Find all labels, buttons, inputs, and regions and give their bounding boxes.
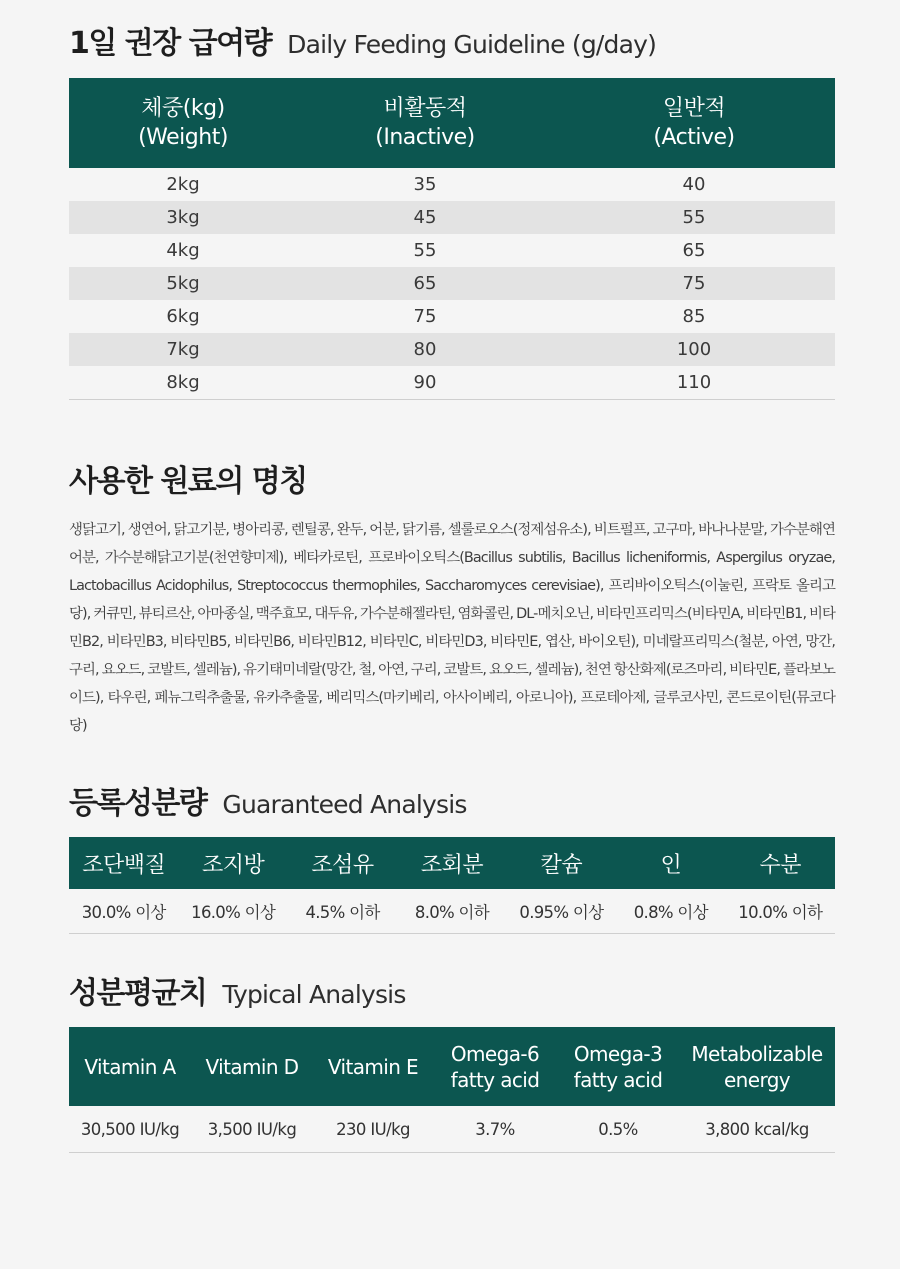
feeding-header-row	[69, 78, 835, 168]
inactive-cell: 35	[413, 174, 437, 195]
header-line: Omega-6	[450, 1041, 540, 1066]
inactive-cell: 80	[297, 333, 553, 366]
ingredients-title	[69, 456, 307, 500]
header-line: Omega-3	[573, 1041, 663, 1066]
table-row	[69, 366, 835, 400]
header-line: Vitamin E	[327, 1054, 419, 1079]
header-crude-fat: 조지방	[202, 852, 265, 878]
table-row	[69, 300, 835, 333]
table-row	[69, 889, 835, 934]
header-omega-3	[557, 1027, 679, 1106]
typical-title	[69, 968, 406, 1012]
header-line: Vitamin A	[84, 1054, 176, 1079]
value-cell: 16.0% 이상	[178, 889, 287, 934]
inactive-cell: 90	[297, 366, 553, 400]
table-row	[69, 168, 835, 201]
ingredients-text: 생닭고기, 생연어, 닭고기분, 병아리콩, 렌틸콩, 완두, 어분, 닭기름, 셀룰로오스(정제섬유소), 비트펄프, 고구마, 바나나분말, 가수분해연어분, 가수분해닭고기분(천연향미제), 베타카로틴, 프로바이오틱스(Bacillus subtilis, Bacillus licheniformis, Aspergilus oryzae, Lactobacillus Acidophilus, Streptococcus thermophiles, Saccharomyces cerevisiae), 프리바이오틱스(이눌린, 프락토 올리고당), 커큐민, 뷰티르산, 아마종실, 맥주효모, 대두유, 가수분해젤라틴, 염화콜린, DL-메치오닌, 비타민프리믹스(비타민A, 비타민B1, 비타민B2, 비타민B3, 비타민B5, 비타민B6, 비타민B12, 비타민C, 비타민D3, 비타민E, 엽산, 바이오틴), 미네랄프리믹스(철분, 아연, 망간, 구리, 요오드, 코발트, 셀레늄), 유기태미네랄(망간, 철, 아연, 구리, 코발트, 요오드, 셀레늄), 천연 항산화제(로즈마리, 비타민E, 플라보노이드), 타우린, 페뉴그릭추출물, 유카추출물, 베리믹스(마키베리, 아사이베리, 아로니아), 프로테아제, 글루코사민, 콘드로이틴(뮤코다당)	[69, 522, 835, 734]
value-cell: 0.5%	[557, 1106, 679, 1153]
header-ko: 체중(kg)	[141, 96, 225, 121]
guaranteed-title	[69, 778, 467, 822]
active-cell: 85	[682, 306, 706, 327]
feeding-title	[69, 18, 656, 62]
value-cell: 30.0% 이상	[69, 889, 178, 934]
value-cell: 10.0% 이하	[726, 889, 835, 934]
active-cell: 40	[682, 174, 706, 195]
typical-header-row	[69, 1027, 835, 1106]
value-cell: 230 IU/kg	[313, 1106, 433, 1153]
typical-title-ko: 성분평균치	[69, 976, 207, 1011]
header-vitamin-e	[313, 1027, 433, 1106]
table-row	[69, 333, 835, 366]
active-cell: 55	[553, 201, 835, 234]
feeding-title-en: Daily Feeding Guideline (g/day)	[287, 30, 657, 59]
table-row	[69, 1106, 835, 1153]
typical-table	[69, 1027, 835, 1153]
table-row	[69, 201, 835, 234]
header-ko: 일반적	[662, 96, 726, 121]
guaranteed-table	[69, 837, 835, 934]
value-cell: 0.95% 이상	[507, 889, 616, 934]
inactive-cell: 45	[297, 201, 553, 234]
inactive-cell: 75	[413, 306, 437, 327]
feeding-table	[69, 78, 835, 400]
guaranteed-header-row	[69, 837, 835, 889]
value-cell: 0.8% 이상	[616, 889, 725, 934]
ingredients-title-ko: 사용한 원료의 명칭	[69, 464, 307, 499]
header-crude-protein: 조단백질	[82, 852, 166, 878]
header-moisture: 수분	[759, 852, 802, 878]
header-calcium: 칼슘	[540, 852, 583, 878]
header-crude-ash: 조회분	[420, 852, 484, 878]
feeding-title-ko: 1일 권장 급여량	[69, 26, 272, 61]
active-cell: 110	[553, 366, 835, 400]
feeding-header-weight	[69, 78, 297, 168]
inactive-cell: 55	[413, 240, 437, 261]
header-omega-6	[433, 1027, 557, 1106]
active-cell: 75	[553, 267, 835, 300]
table-row	[69, 234, 835, 267]
header-line: Metabolizable	[691, 1041, 823, 1066]
header-crude-fiber: 조섬유	[311, 852, 374, 878]
value-cell: 3,800 kcal/kg	[679, 1106, 835, 1153]
weight-cell: 2kg	[166, 174, 200, 195]
header-en: (Weight)	[138, 125, 228, 150]
weight-cell: 3kg	[69, 201, 297, 234]
value-cell: 3.7%	[433, 1106, 557, 1153]
feeding-header-active	[553, 78, 835, 168]
header-en: (Inactive)	[375, 125, 475, 150]
weight-cell: 7kg	[69, 333, 297, 366]
weight-cell: 4kg	[166, 240, 200, 261]
weight-cell: 6kg	[166, 306, 200, 327]
table-row	[69, 267, 835, 300]
guaranteed-title-ko: 등록성분량	[69, 786, 207, 821]
header-line: fatty acid	[450, 1067, 540, 1092]
value-cell: 4.5% 이하	[288, 889, 397, 934]
active-cell: 100	[553, 333, 835, 366]
header-en: (Active)	[653, 125, 735, 150]
header-line: Vitamin D	[205, 1054, 299, 1079]
header-vitamin-a	[69, 1027, 191, 1106]
weight-cell: 8kg	[69, 366, 297, 400]
value-cell: 8.0% 이하	[397, 889, 506, 934]
typical-title-en: Typical Analysis	[222, 980, 406, 1009]
header-metabolizable-energy	[679, 1027, 835, 1106]
header-line: energy	[723, 1067, 791, 1092]
header-ko: 비활동적	[383, 96, 467, 121]
header-phosphorus: 인	[660, 852, 682, 878]
active-cell: 65	[682, 240, 706, 261]
feeding-header-inactive	[297, 78, 553, 168]
inactive-cell: 65	[297, 267, 553, 300]
value-cell: 30,500 IU/kg	[69, 1106, 191, 1153]
header-line: fatty acid	[573, 1067, 663, 1092]
value-cell: 3,500 IU/kg	[191, 1106, 313, 1153]
header-vitamin-d	[191, 1027, 313, 1106]
weight-cell: 5kg	[69, 267, 297, 300]
guaranteed-title-en: Guaranteed Analysis	[222, 790, 467, 819]
